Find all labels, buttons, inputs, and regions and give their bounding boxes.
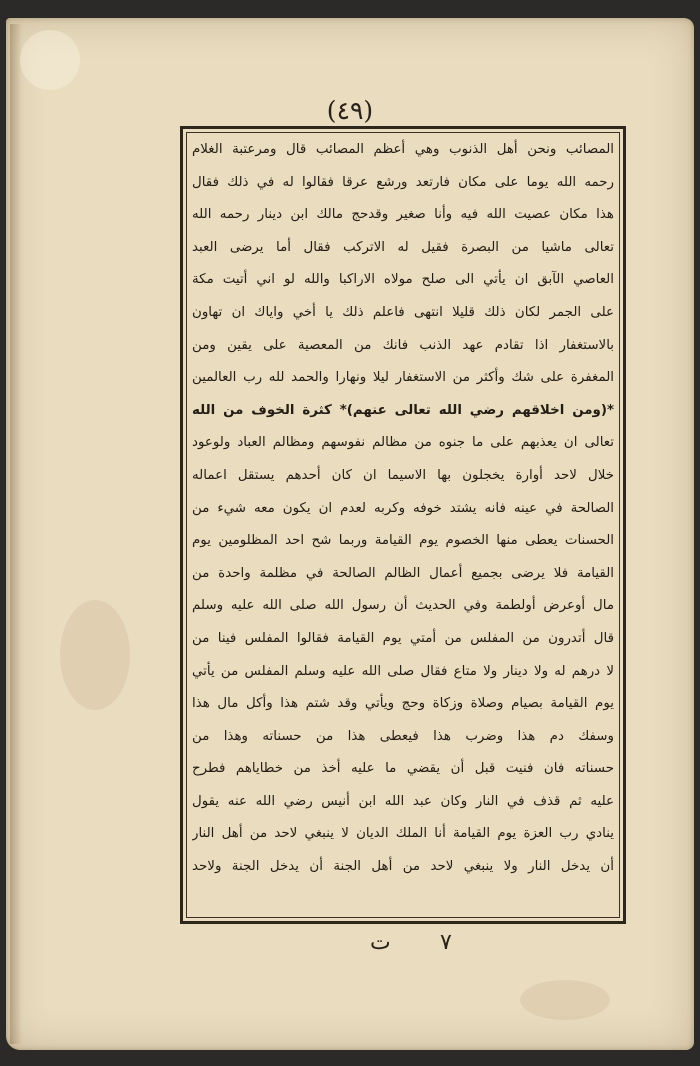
signature-mark-letter: ت bbox=[370, 930, 391, 955]
text-line: ينادي رب العزة يوم القيامة أنا الملك الديان لا ينبغي لاحد من أهل النار bbox=[192, 826, 614, 842]
text-line: تعالى ان يعذبهم على ما جنوه من مظالم نفوسهم ومظالم العباد ولوعود bbox=[192, 435, 614, 451]
text-line: القيامة فلا يرضى بجميع أعمال الظالم الصالحة في مظلمة واحدة من bbox=[192, 565, 614, 581]
text-line: هذا مكان عصيت الله فيه وأنا صغير وقدحج مالك ابن دينار رحمه الله bbox=[192, 207, 614, 223]
paper-smudge bbox=[20, 30, 80, 90]
text-line: مال أوعرض أولطمة وفي الحديث أن رسول الله صلى الله عليه وسلم bbox=[192, 598, 614, 614]
text-line: بالاستغفار اذا تقادم عهد الذنب فانك من المعصية على يقين ومن bbox=[192, 337, 614, 353]
text-line: يوم القيامة بصيام وصلاة وزكاة وحج ويأتي وقد شتم هذا وأكل مال هذا bbox=[192, 696, 614, 712]
text-line: أن يدخل النار ولا ينبغي لاحد من أهل الجنة أن يدخل الجنة ولاحد bbox=[192, 859, 614, 875]
text-line: العاصي الآبق ان يأتي الى صلح مولاه الاراكبا والله لو اني أتيت مكة bbox=[192, 272, 614, 288]
page-number: (٤٩) bbox=[326, 96, 374, 125]
foxing-spot bbox=[520, 980, 610, 1020]
body-text bbox=[192, 134, 614, 916]
text-line: لا درهم له ولا دينار ولا متاع فقال صلى الله عليه وسلم المفلس من يأتي bbox=[192, 663, 614, 679]
text-line: رحمه الله يوما على مكان فارتعد ورشع عرقا فقالوا له في ذلك فقال bbox=[192, 174, 614, 190]
text-line: على الجمر لكان ذلك قليلا انتهى فاعلم ذلك يا أخي واياك ان تهاون bbox=[192, 304, 614, 320]
text-line: تعالى ماشيا من البصرة فقيل له الاتركب فقال أما يرضى العبد bbox=[192, 239, 614, 255]
foxing-spot bbox=[60, 600, 130, 710]
signature-mark-number: ٧ bbox=[440, 930, 452, 955]
text-line: خلال لاحد أوارة يخجلون بها الاسيما ان كان أحدهم يستقل اعماله bbox=[192, 467, 614, 483]
section-heading-line: *(ومن اخلاقهم رضي الله تعالى عنهم)* كثرة الخوف من الله bbox=[192, 402, 614, 418]
page-binding-shadow bbox=[10, 24, 22, 1044]
text-line: وسفك دم هذا وضرب هذا فيعطى هذا من حسناته وهذا من bbox=[192, 728, 614, 744]
text-line: الحسنات يعطى منها الخصوم يوم القيامة وربما شح احد المظلومين يوم bbox=[192, 533, 614, 549]
text-line: المغفرة على شك وأكثر من الاستغفار ليلا ونهارا والحمد لله رب العالمين bbox=[192, 370, 614, 386]
text-line: الصالحة في عينه فانه يشتد خوفه وكربه لعدم ان يكون معه شيء من bbox=[192, 500, 614, 516]
text-line: قال أتدرون من المفلس من أمتي يوم القيامة فقالوا المفلس فينا من bbox=[192, 630, 614, 646]
text-line: المصائب ونحن أهل الذنوب وهي أعظم المصائب قال ومرعتبة الغلام bbox=[192, 142, 614, 157]
text-line: حسناته فان فنيت قبل أن يقضي ما عليه أخذ من خطاياهم فطرح bbox=[192, 761, 614, 777]
text-line: عليه ثم قذف في النار وكان عبد الله ابن أنيس رضي الله عنه يقول bbox=[192, 793, 614, 809]
